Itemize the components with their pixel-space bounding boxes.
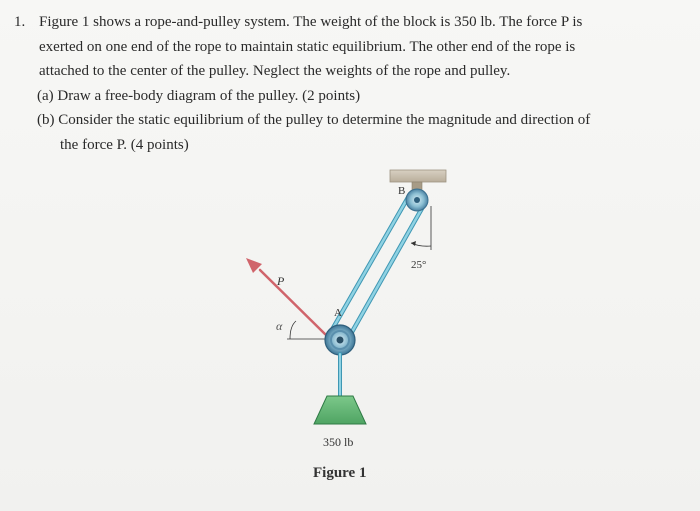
ceiling-support	[390, 170, 446, 182]
label-alpha: α	[276, 319, 283, 333]
angle-label: 25°	[411, 259, 427, 271]
rope-p	[260, 270, 328, 337]
problem-text-line-1: Figure 1 shows a rope-and-pulley system. The weight of the block is 350 lb. The force P is	[39, 14, 583, 30]
angle-arrowhead	[411, 241, 416, 246]
part-b-line-1: (b) Consider the static equilibrium of the pulley to determine the magnitude and direction of	[37, 112, 591, 128]
part-b-line-2: the force P. (4 points)	[60, 136, 189, 153]
label-a: A	[334, 307, 342, 319]
pulley-a-hub	[337, 337, 344, 344]
label-p: P	[277, 274, 285, 288]
weight-block	[314, 396, 366, 424]
part-a: (a) Draw a free-body diagram of the pulley. (2 points)	[37, 87, 361, 104]
problem-line-3: attached to the center of the pulley. Neglect the weights of the rope and pulley.	[39, 63, 511, 79]
problem-line-2: exerted on one end of the rope to maintain static equilibrium. The other end of the rope is	[39, 38, 576, 55]
pulley-b-hub	[414, 197, 420, 203]
weight-label: 350 lb	[323, 435, 354, 449]
rope-right-fill	[348, 203, 425, 339]
problem-number: 1.	[14, 14, 26, 30]
label-b: B	[398, 185, 406, 197]
alpha-arc	[290, 321, 296, 339]
figure-caption: Figure 1	[313, 465, 367, 481]
